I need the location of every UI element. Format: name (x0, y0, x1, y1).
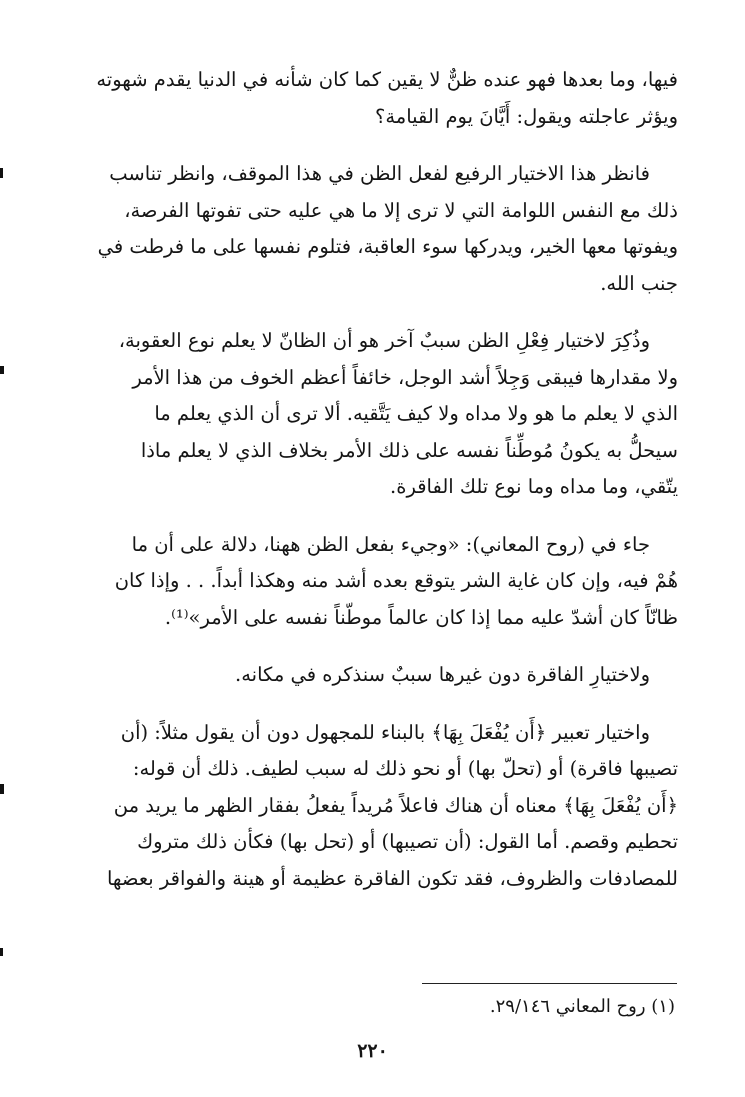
text-line: فانظر هذا الاختيار الرفيع لفعل الظن في هذا الموقف، وانظر تناسب (109, 162, 650, 185)
text-line: ذلك مع النفس اللوامة التي لا ترى إلا ما هي عليه حتى تفوتها الفرصة، (124, 198, 678, 222)
text-line: ظانّاً كان أشدّ عليه مما إذا كان عالماً موطّناً نفسه على الأمر»⁽¹⁾. (164, 605, 678, 629)
scan-margin-mark (0, 366, 4, 374)
scan-margin-mark (0, 168, 3, 178)
text-line: تحطيم وقصم. أما القول: (أن تصيبها) أو (تحل بها) فكأن ذلك متروك (137, 830, 678, 853)
body-text (68, 62, 678, 918)
text-line: ولا مقدارها فيبقى وَجِلاً أشد الوجل، خائفاً أعظم الخوف من هذا الأمر (132, 365, 678, 389)
text-line: واختيار تعبير ﴿أَن يُفْعَلَ بِهَا﴾ بالبناء للمجهول دون أن يقول مثلاً: (أن (120, 720, 650, 744)
text-line: هُمْ فيه، وإن كان غاية الشر يتوقع بعده أشد منه وهكذا أبداً. . . وإذا كان (114, 569, 678, 592)
text-line: يتّقي، وما مداه وما نوع تلك الفاقرة. (390, 475, 678, 498)
scan-margin-mark (0, 784, 4, 794)
text-line: الذي لا يعلم ما هو ولا مداه ولا كيف يَتَّقيه. ألا ترى أن الذي يعلم ما (154, 402, 678, 425)
paragraph-1 (68, 62, 678, 135)
text-line: ولاختيارِ الفاقرة دون غيرها سببٌ سنذكره في مكانه. (235, 663, 650, 686)
text-line: ﴿أَن يُفْعَلَ بِهَا﴾ معناه أن هناك فاعلاً مُريداً يفعلُ بفقار الظهر ما يريد من (113, 793, 678, 817)
text-line: تصيبها فاقرة) أو (تحلّ بها) أو نحو ذلك له سبب لطيف. ذلك أن قوله: (132, 757, 678, 780)
footnote-divider (422, 983, 677, 984)
text-line: ويؤثر عاجلته ويقول: أَيَّانَ يوم القيامة؟ (374, 104, 678, 128)
text-line: سيحلُّ به يكونُ مُوطِّناً نفسه على ذلك الأمر بخلاف الذي لا يعلم ماذا (140, 438, 678, 462)
text-line: وذُكِرَ لاختيار فِعْلِ الظن سببٌ آخر هو أن الظانّ لا يعلم نوع العقوبة، (118, 329, 650, 352)
text-line: جاء في (روح المعاني): «وجيء بفعل الظن ههنا، دلالة على أن ما (131, 532, 650, 556)
text-line: فيها، وما بعدها فهو عنده ظنٌّ لا يقين كما كان شأنه في الدنيا يقدم شهوته (96, 68, 678, 91)
text-line: جنب الله. (600, 271, 678, 295)
page-number: ٢٢٠ (357, 1040, 388, 1062)
paragraph-3 (68, 323, 678, 506)
text-line: للمصادفات والظروف، فقد تكون الفاقرة عظيمة أو هينة والفواقر بعضها (106, 866, 678, 890)
paragraph-4 (68, 527, 678, 637)
paragraph-2 (68, 156, 678, 302)
paragraph-6 (68, 715, 678, 898)
scan-margin-mark (0, 948, 3, 956)
paragraph-5 (68, 657, 678, 694)
text-line: ويفوتها معها الخير، ويدركها سوء العاقبة، فتلوم نفسها على ما فرطت في (97, 235, 678, 258)
footnote: (١) روح المعاني ٢٩/١٤٦. (489, 996, 675, 1017)
